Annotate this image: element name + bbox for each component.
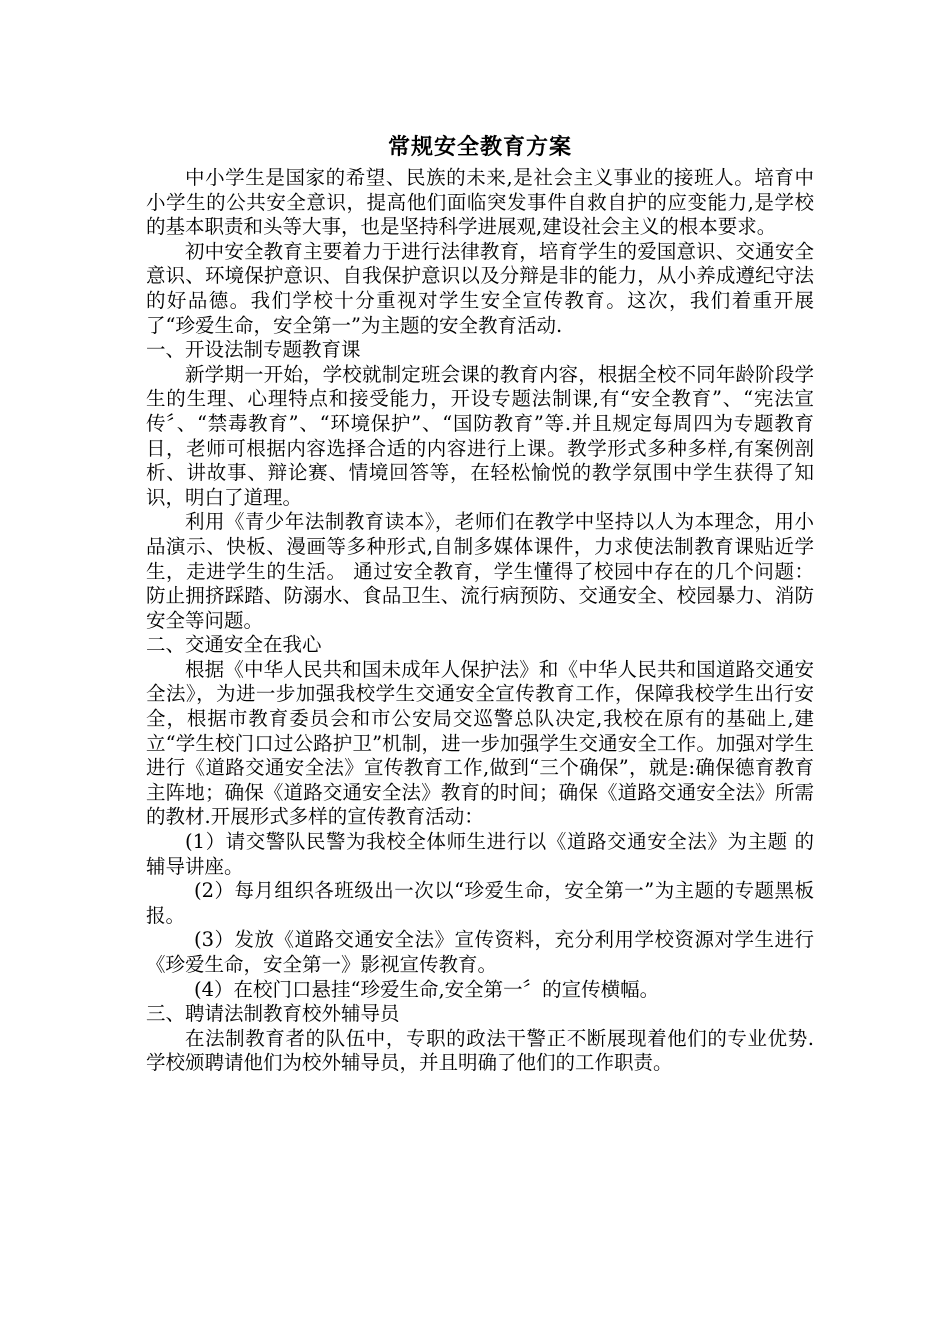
paragraph-section-3a: 在法制教育者的队伍中，专职的政法干警正不断展现着他们的专业优势.学校颁聘请他们为校外辅导员，并且明确了他们的工作职责。 <box>146 1026 814 1075</box>
list-item-activity-3: (3）发放《道路交通安全法》宣传资料，充分利用学校资源对学生进行《珍爱生命，安全第一》影视宣传教育。 <box>146 928 814 976</box>
paragraph-overview: 初中安全教育主要着力于进行法律教育，培育学生的爱国意识、交通安全意识、环境保护意识、自我保护意识以及分辩是非的能力，从小养成遵纪守法的好品德。我们学校十分重视对学生安全宣传教育。这次，我们着重开展了“珍爱生命，安全第一”为主题的安全教育活动. <box>146 239 814 337</box>
paragraph-section-2a: 根据《中华人民共和国未成年人保护法》和《中华人民共和国道路交通安全法》，为进一步加强我校学生交通安全宣传教育工作，保障我校学生出行安全，根据市教育委员会和市公安局交巡警总队决定,我校在原有的基础上,建立“学生校门口过公路护卫”机制，进一步加强学生交通安全工作。加强对学生进行《道路交通安全法》宣传教育工作,做到“三个确保”，就是:确保德育教育主阵地；确保《道路交通安全法》教育的时间；确保《道路交通安全法》所需的教材.开展形式多样的宣传教育活动： <box>146 657 814 829</box>
list-item-activity-2: (2）每月组织各班级出一次以“珍爱生命，安全第一”为主题的专题黑板 报。 <box>146 879 814 927</box>
list-item-activity-1: (1）请交警队民警为我校全体师生进行以《道路交通安全法》为主题 的辅导讲座。 <box>146 830 814 878</box>
list-item-activity-4: (4）在校门口悬挂“珍爱生命,安全第一〞的宣传横幅。 <box>194 977 660 1001</box>
paragraph-intro: 中小学生是国家的希望、民族的未来,是社会主义事业的接班人。培育中小学生的公共安全意识，提高他们面临突发事件自救自护的应变能力,是学校的基本职责和头等大事，也是坚持科学进展观,建设社会主义的根本要求。 <box>146 166 814 239</box>
section-heading-1: 一、开设法制专题教育课 <box>146 338 361 362</box>
document-title: 常规安全教育方案 <box>387 134 572 160</box>
paragraph-section-1a: 新学期一开始，学校就制定班会课的教育内容，根据全校不同年龄阶段学生的生理、心理特点和接受能力，开设专题法制课,有“安全教育”、“宪法宣传〞、“禁毒教育”、“环境保护”、“国防教育”等.并且规定每周四为专题教育日，老师可根据内容选择合适的内容进行上课。教学形式多种多样,有案例剖析、讲故事、辩论赛、情境回答等，在轻松愉悦的教学氛围中学生获得了知识，明白了道理。 <box>146 362 814 509</box>
section-heading-2: 二、交通安全在我心 <box>146 633 322 657</box>
document-page <box>146 132 814 1076</box>
paragraph-section-1b: 利用《青少年法制教育读本》，老师们在教学中坚持以人为本理念，用小品演示、快板、漫画等多种形式,自制多媒体课件，力求使法制教育课贴近学生，走进学生的生活。 通过安全教育，学生懂得了校园中存在的几个问题：防止拥挤踩踏、防溺水、食品卫生、流行病预防、交通安全、校园暴力、消防安全等问题。 <box>146 510 814 632</box>
section-heading-3: 三、聘请法制教育校外辅导员 <box>146 1002 400 1026</box>
